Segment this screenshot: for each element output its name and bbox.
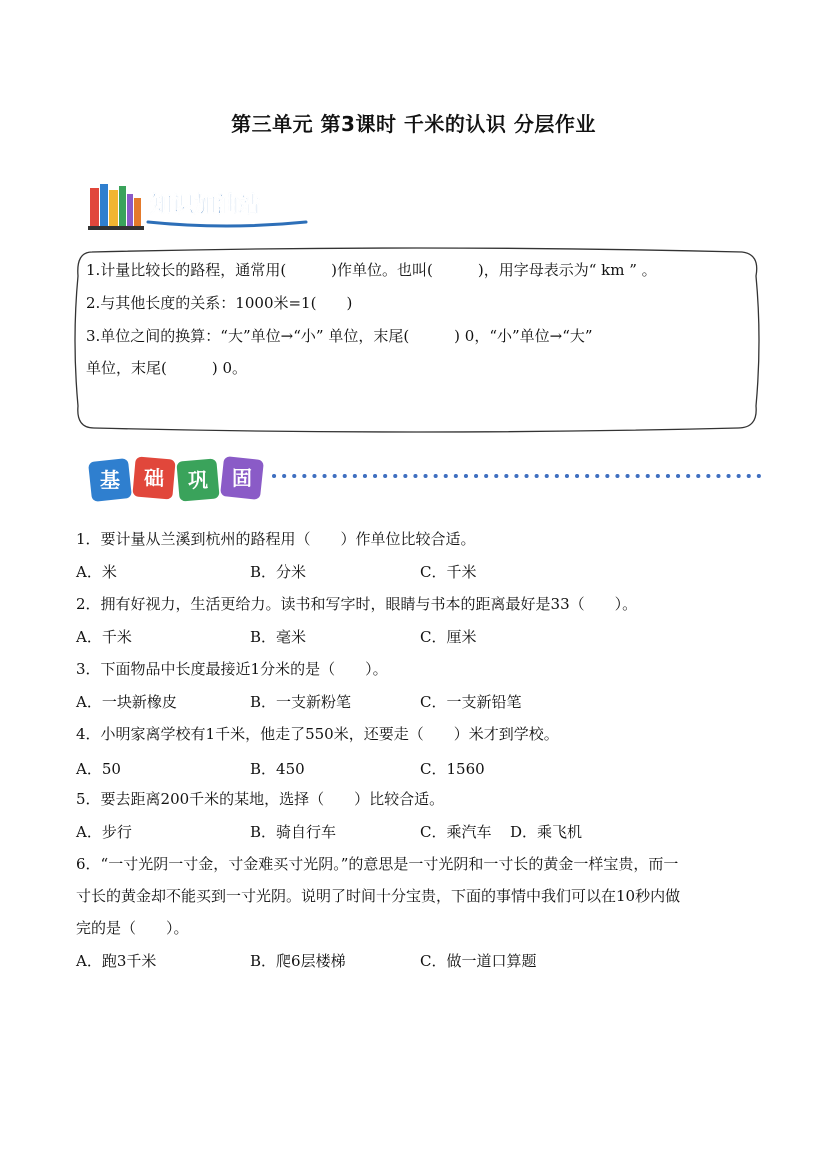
question-6-line-3: 完的是（ ）。 [76, 919, 189, 937]
question-2: 2．拥有好视力，生活更给力。读书和写字时，眼睛与书本的距离最好是33（ ）。 [76, 595, 638, 613]
knowledge-line-4: 单位，末尾( ) 0。 [86, 359, 248, 377]
q3-option-a[interactable]: A．一块新橡皮 [76, 693, 177, 711]
q6-option-a[interactable]: A．跑3千米 [76, 952, 157, 970]
q4-option-a[interactable]: A．50 [76, 760, 121, 778]
q3-option-c[interactable]: C．一支新铅笔 [420, 693, 522, 711]
question-6-line-1: 6．“一寸光阴一寸金，寸金难买寸光阴。”的意思是一寸光阴和一寸长的黄金一样宝贵，而一 [76, 855, 679, 873]
q3-option-b[interactable]: B．一支新粉笔 [250, 693, 352, 711]
q4-option-c[interactable]: C．1560 [420, 760, 485, 778]
q6-option-c[interactable]: C．做一道口算题 [420, 952, 537, 970]
books-icon [88, 184, 144, 230]
q5-option-b[interactable]: B．骑自行车 [250, 823, 337, 841]
q4-option-b[interactable]: B．450 [250, 760, 305, 778]
banner-char-1: 基 [100, 468, 120, 492]
q2-option-a[interactable]: A．千米 [76, 628, 132, 646]
knowledge-station-banner [86, 178, 326, 238]
question-1: 1．要计量从兰溪到杭州的路程用（ ）作单位比较合适。 [76, 530, 476, 548]
q1-option-c[interactable]: C．千米 [420, 563, 477, 581]
page-title: 第三单元 第3课时 千米的认识 分层作业 [231, 112, 596, 136]
basic-consolidation-banner [84, 452, 764, 508]
q6-option-b[interactable]: B．爬6层楼梯 [250, 952, 346, 970]
q1-option-a[interactable]: A．米 [76, 563, 117, 581]
banner-char-2: 础 [144, 466, 164, 490]
knowledge-line-3: 3.单位之间的换算：“大”单位→“小” 单位，末尾( ) 0，“小”单位→“大” [86, 327, 593, 345]
q2-option-b[interactable]: B．毫米 [250, 628, 307, 646]
q2-option-c[interactable]: C．厘米 [420, 628, 477, 646]
banner-knowledge-text: 知识加油站 [150, 193, 261, 218]
knowledge-line-1: 1.计量比较长的路程，通常用( )作单位。也叫( )，用字母表示为“ km ” 。 [86, 261, 657, 279]
question-4: 4．小明家离学校有1千米，他走了550米，还要走（ ）米才到学校。 [76, 725, 559, 743]
knowledge-line-2: 2.与其他长度的关系：1000米=1( ) [86, 294, 353, 312]
question-6-line-2: 寸长的黄金却不能买到一寸光阴。说明了时间十分宝贵，下面的事情中我们可以在10秒内做 [76, 887, 681, 905]
q5-option-c[interactable]: C．乘汽车 [420, 823, 492, 841]
question-3: 3．下面物品中长度最接近1分米的是（ ）。 [76, 660, 388, 678]
banner-char-3: 巩 [188, 468, 208, 492]
q5-option-a[interactable]: A．步行 [76, 823, 132, 841]
q5-option-d[interactable]: D．乘飞机 [510, 823, 583, 841]
question-5: 5．要去距离200千米的某地，选择（ ）比较合适。 [76, 790, 445, 808]
banner-char-4: 固 [232, 466, 252, 490]
q1-option-b[interactable]: B．分米 [250, 563, 307, 581]
